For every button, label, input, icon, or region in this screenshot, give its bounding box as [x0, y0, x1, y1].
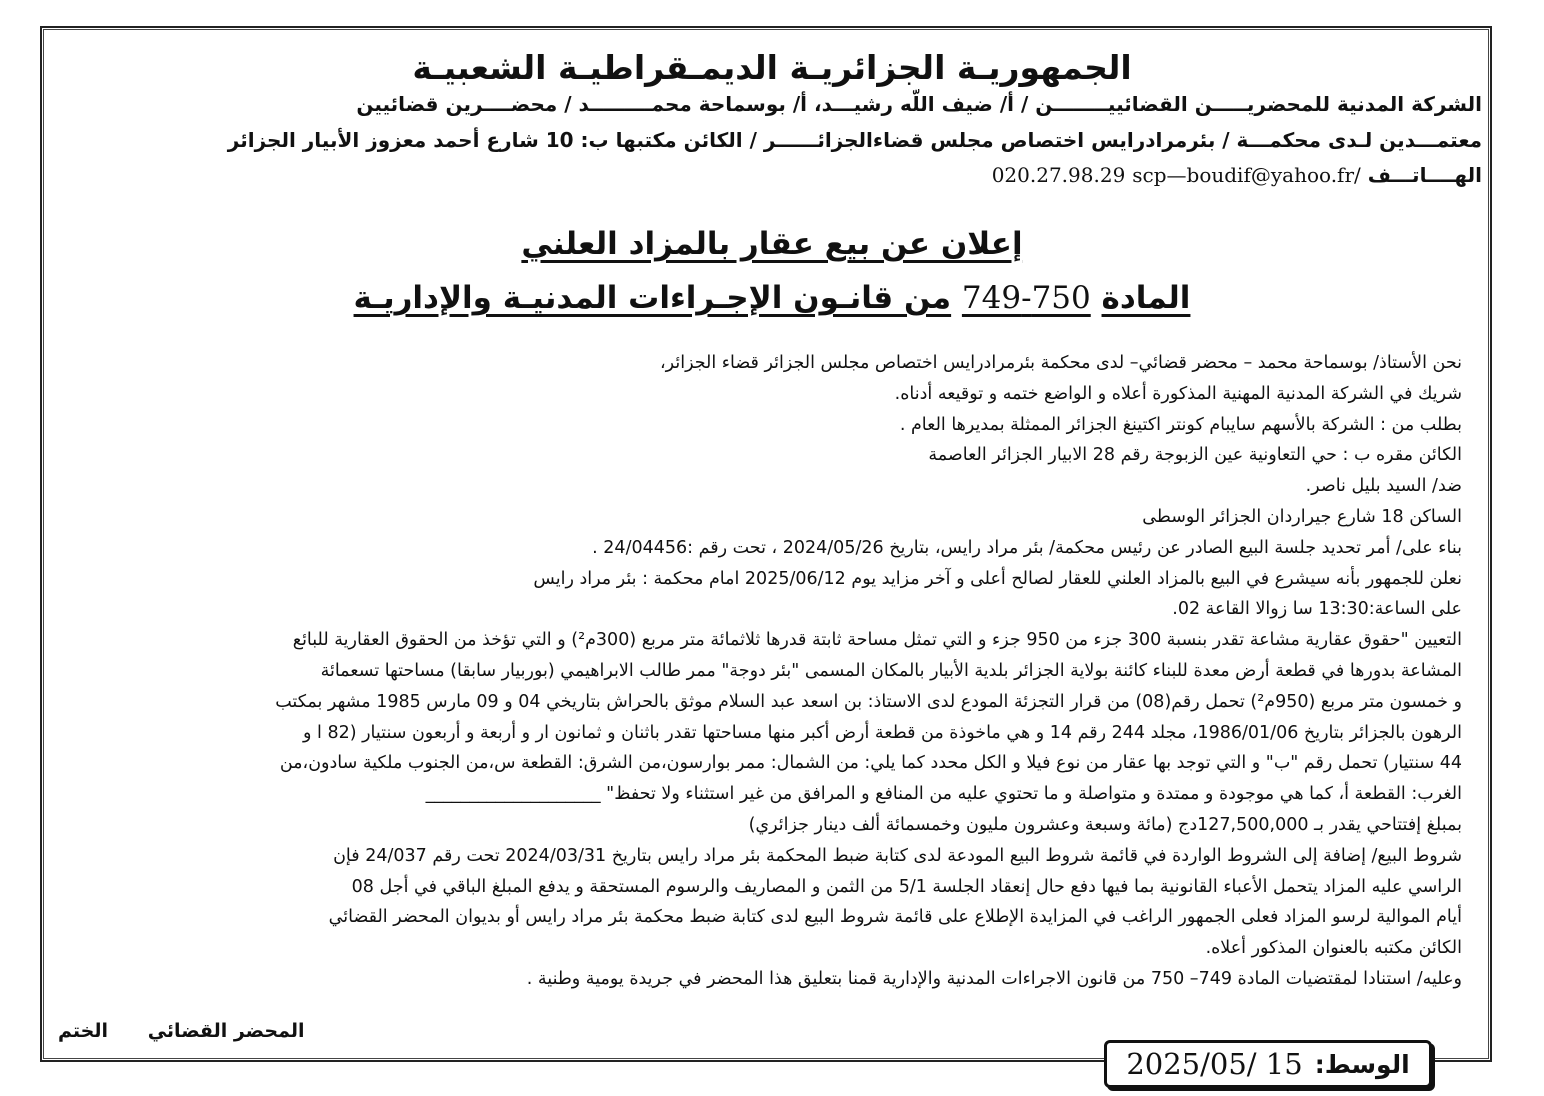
body-line: شريك في الشركة المدنية المهنية المذكورة أعلاه و الواضع ختمه و توقيعه أدناه. [894, 383, 1462, 404]
phone-number: 020.27.98.29 [991, 163, 1126, 187]
body-line: بطلب من : الشركة بالأسهم سايبام كونتر اكتينغ الجزائر الممثلة بمديرها العام . [899, 414, 1462, 435]
body-line: نحن الأستاذ/ بوسماحة محمد – محضر قضائي– لدى محكمة بئرمرادرايس اختصاص مجلس الجزائر قضاء الجزائر، [660, 353, 1462, 373]
article-numbers: 750-749 [961, 280, 1091, 316]
body-line: الكائن مقره ب : حي التعاونية عين الزبوجة رقم 28 الابيار الجزائر العاصمة [928, 445, 1462, 466]
contact-line [992, 163, 1482, 187]
body-line: الكائن مكتبه بالعنوان المذكور أعلاه. [1205, 938, 1462, 959]
body-line: نعلن للجمهور بأنه سيشرع في البيع بالمزاد العلني للعقار لصالح أعلى و آخر مزايد يوم 2025/06/12 امام محكمة : بئر مراد رايس [533, 568, 1462, 589]
announcement-title: إعلان عن بيع عقار بالمزاد العلني [521, 226, 1023, 262]
accredited-line: معتمـــدين لـدى محكمـــة / بئرمرادرايس اختصاص مجلس قضاءالجزائــــــر / الكائن مكتبها ب: 10 شارع أحمد معزوز الأبيار الجزائر [227, 128, 1482, 152]
signature-block [58, 1020, 304, 1042]
stamp-label: الختم [58, 1020, 108, 1042]
body-line: بناء على/ أمر تحديد جلسة البيع الصادر عن رئيس محكمة/ بئر مراد رايس، بتاريخ 2024/05/26 ، تحت رقم :24/04456 . [592, 537, 1462, 558]
body-line: أيام الموالية لرسو المزاد فعلى الجمهور الراغب في المزايدة الإطلاع على قائمة شروط البيع لدى كتابة ضبط محكمة بئر مراد رايس أو بديوان المحضر القضائي [328, 907, 1462, 928]
newspaper-label: الوسط: [1314, 1049, 1410, 1079]
publication-date: 2025/05/ 15 [1126, 1047, 1303, 1081]
body-line: الراسي عليه المزاد يتحمل الأعباء القانونية بما فيها دفع حال إنعقاد الجلسة 5/1 من الثمن و المصاريف والرسوم المستحقة و يدفع المبلغ الباقي في أجل 08 [351, 876, 1462, 897]
body-line: التعيين "حقوق عقارية مشاعة تقدر بنسبة 300 جزء من 950 جزء و التي تمثل مساحة ثابتة قدرها ثلاثمائة متر مربع (300م²) و التي تؤخذ من الحقوق العقارية للبائع [292, 630, 1462, 651]
body-line: 44 سنتيار) تحمل رقم "ب" و التي توجد بها عقار من نوع فيلا و الكل محدد كما يلي: من الشمال: ممر بوارسون،من الشرق: القطعة س،من الجنوب ملكية سادون،من [279, 753, 1462, 774]
body-line: على الساعة:13:30 سا زوالا القاعة 02. [1172, 599, 1462, 620]
bailiff-signature-label: المحضر القضائي [147, 1020, 305, 1042]
body-line: شروط البيع/ إضافة إلى الشروط الواردة في قائمة شروط البيع المودعة لدى كتابة ضبط المحكمة بئر مراد رايس بتاريخ 2024/03/31 تحت رقم 24/037 فإن [333, 845, 1462, 866]
announcement-body [62, 348, 1462, 995]
republic-heading: الجمهوريـة الجزائريـة الديمـقراطيـة الشعبيـة [412, 48, 1132, 87]
phone-label: الهــــاتـــف [1367, 163, 1482, 187]
company-line: الشركة المدنية للمحضريـــــن القضائييــــــــن / أ/ ضيف اللّه رشيـــد، أ/ بوسماحة محمـــــــــد / محضــــرين قضائيين [356, 92, 1482, 116]
body-line: ضد/ السيد بليل ناصر. [1305, 476, 1462, 497]
body-line: و خمسون متر مربع (950م²) تحمل رقم(08) من قرار التجزئة المودع لدى الاستاذ: بن اسعد عبد السلام موثق بالحراش بتاريخي 04 و 09 مارس 1985 مشهر بمكتب [275, 691, 1462, 712]
article-prefix: المادة [1101, 280, 1191, 316]
body-line: بمبلغ إفتتاحي يقدر بـ 127,500,000دج (مائة وسبعة وعشرون مليون وخمسمائة ألف دينار جزائري) [748, 814, 1462, 835]
body-line: المشاعة بدورها في قطعة أرض معدة للبناء كائنة بولاية الجزائر بلدية الأبيار بالمكان المسمى "بئر دوجة" ممر طالب الابراهيمي (بوربيار سابقا) مساحتها تسعمائة [320, 660, 1462, 681]
article-suffix: من قانـون الإجـراءات المدنيـة والإداريـة [353, 280, 952, 316]
body-line: الغرب: القطعة أ، كما هي موجودة و ممتدة و متواصلة و ما تحتوي عليه من المنافع و المرافق من غير استثناء ولا تحفظ" ____________________ [425, 784, 1462, 805]
publication-date-box [1104, 1040, 1432, 1088]
email-address: scp—boudif@yahoo.fr/ [1132, 163, 1361, 187]
body-line: الساكن 18 شارع جيراردان الجزائر الوسطى [1142, 506, 1462, 527]
body-line: وعليه/ استنادا لمقتضيات المادة 749– 750 من قانون الاجراءات المدنية والإدارية قمنا بتعليق هذا المحضر في جريدة يومية وطنية . [526, 968, 1462, 989]
article-reference [0, 280, 1544, 316]
body-line: الرهون بالجزائر بتاريخ 1986/01/06، مجلد 244 رقم 14 و هي ماخوذة من قطعة أرض أكبر منها مساحتها تقدر باثنان و ثمانون ار و أربعة و أربعون سنتيار (82 ا و [302, 722, 1462, 743]
